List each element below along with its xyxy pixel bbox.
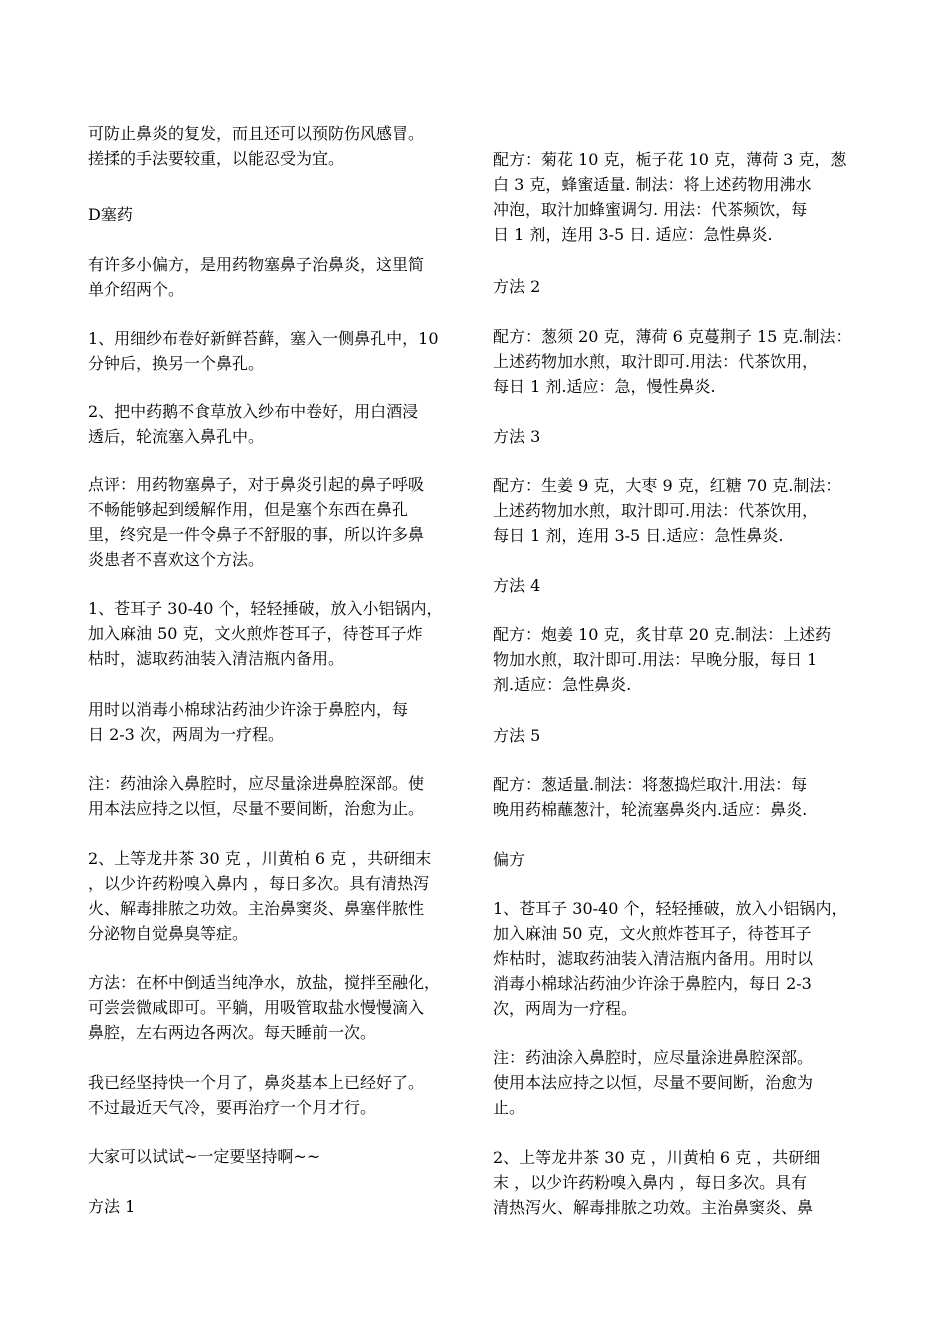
section-heading: 方法 3 — [493, 427, 541, 446]
paragraph: 方法：在杯中倒适当纯净水，放盐，搅拌至融化， 可尝尝微咸即可。平躺，用吸管取盐水慢慢滴入 鼻腔，左右两边各两次。每天睡前一次。 — [88, 973, 441, 1042]
paragraph: 注：药油涂入鼻腔时，应尽量涂进鼻腔深部。使 用本法应持之以恒，尽量不要间断，治愈为止。 — [88, 774, 425, 818]
paragraph: 1、用细纱布卷好新鲜苔藓，塞入一侧鼻孔中，10 分钟后，换另一个鼻孔。 — [88, 329, 439, 373]
paragraph: 配方：葱适量.制法：将葱捣烂取汁.用法：每 晚用药棉蘸葱汁，轮流塞鼻炎内.适应：鼻炎. — [493, 775, 808, 819]
paragraph: 配方：葱须 20 克，薄荷 6 克蔓荆子 15 克.制法： 上述药物加水煎，取汁即可.用法：代茶饮用， 每日 1 剂.适应：急，慢性鼻炎. — [493, 327, 852, 396]
paragraph: 我已经坚持快一个月了，鼻炎基本上已经好了。 不过最近天气冷，要再治疗一个月才行。 — [88, 1073, 425, 1117]
section-heading: 方法 1 — [88, 1197, 136, 1216]
paragraph: 2、上等龙井茶 30 克 ，川黄柏 6 克 ，共研细末 ，以少许药粉嗅入鼻内 ，每日多次。具有清热泻 火、解毒排脓之功效。主治鼻窦炎、鼻塞伴脓性 分泌物自觉鼻臭等症。 — [88, 849, 432, 943]
paragraph: 注：药油涂入鼻腔时，应尽量涂进鼻腔深部。 使用本法应持之以恒，尽量不要间断，治愈为 止。 — [493, 1048, 814, 1117]
section-heading: 偏方 — [493, 850, 526, 869]
section-heading: D塞药 — [88, 205, 133, 224]
paragraph: 2、把中药鹅不食草放入纱布中卷好，用白酒浸 透后，轮流塞入鼻孔中。 — [88, 402, 419, 446]
paragraph: 配方：菊花 10 克，栀子花 10 克，薄荷 3 克，葱 白 3 克，蜂蜜适量. 制法：将上述药物用沸水 冲泡，取汁加蜂蜜调匀. 用法：代茶频饮，每 日 1 剂，连用 3-5 日. 适应：急性鼻炎. — [493, 150, 847, 244]
section-heading: 方法 4 — [493, 576, 541, 595]
paragraph: 大家可以试试~一定要坚持啊~~ — [88, 1147, 321, 1166]
paragraph: 点评：用药物塞鼻子，对于鼻炎引起的鼻子呼吸 不畅能够起到缓解作用，但是塞个东西在鼻孔 里，终究是一件令鼻子不舒服的事，所以许多鼻 炎患者不喜欢这个方法。 — [88, 475, 425, 569]
paragraph: 1、苍耳子 30-40 个，轻轻捶破，放入小铝锅内， 加入麻油 50 克，文火煎炸苍耳子，待苍耳子 炸枯时，滤取药油装入清洁瓶内备用。用时以 消毒小棉球沾药油少许涂于鼻腔内，每日 2-3 次，两周为一疗程。 — [493, 899, 848, 1018]
paragraph: 1、苍耳子 30-40 个，轻轻捶破，放入小铝锅内， 加入麻油 50 克，文火煎炸苍耳子，待苍耳子炸 枯时，滤取药油装入清洁瓶内备用。 — [88, 599, 443, 668]
paragraph: 2、上等龙井茶 30 克 ，川黄柏 6 克 ，共研细 末 ，以少许药粉嗅入鼻内 ，每日多次。具有 清热泻火、解毒排脓之功效。主治鼻窦炎、鼻 — [493, 1148, 821, 1217]
paragraph: 配方：生姜 9 克，大枣 9 克，红糖 70 克.制法： 上述药物加水煎，取汁即可.用法：代茶饮用， 每日 1 剂，连用 3-5 日.适应：急性鼻炎. — [493, 476, 842, 545]
paragraph: 可防止鼻炎的复发，而且还可以预防伤风感冒。 搓揉的手法要较重，以能忍受为宜。 — [88, 124, 425, 168]
paragraph: 配方：炮姜 10 克，炙甘草 20 克.制法：上述药 物加水煎，取汁即可.用法：早晚分服，每日 1 剂.适应：急性鼻炎. — [493, 625, 832, 694]
section-heading: 方法 5 — [493, 726, 541, 745]
section-heading: 方法 2 — [493, 277, 541, 296]
paragraph: 有许多小偏方，是用药物塞鼻子治鼻炎，这里简 单介绍两个。 — [88, 255, 425, 299]
paragraph: 用时以消毒小棉球沾药油少许涂于鼻腔内，每 日 2-3 次，两周为一疗程。 — [88, 700, 409, 744]
